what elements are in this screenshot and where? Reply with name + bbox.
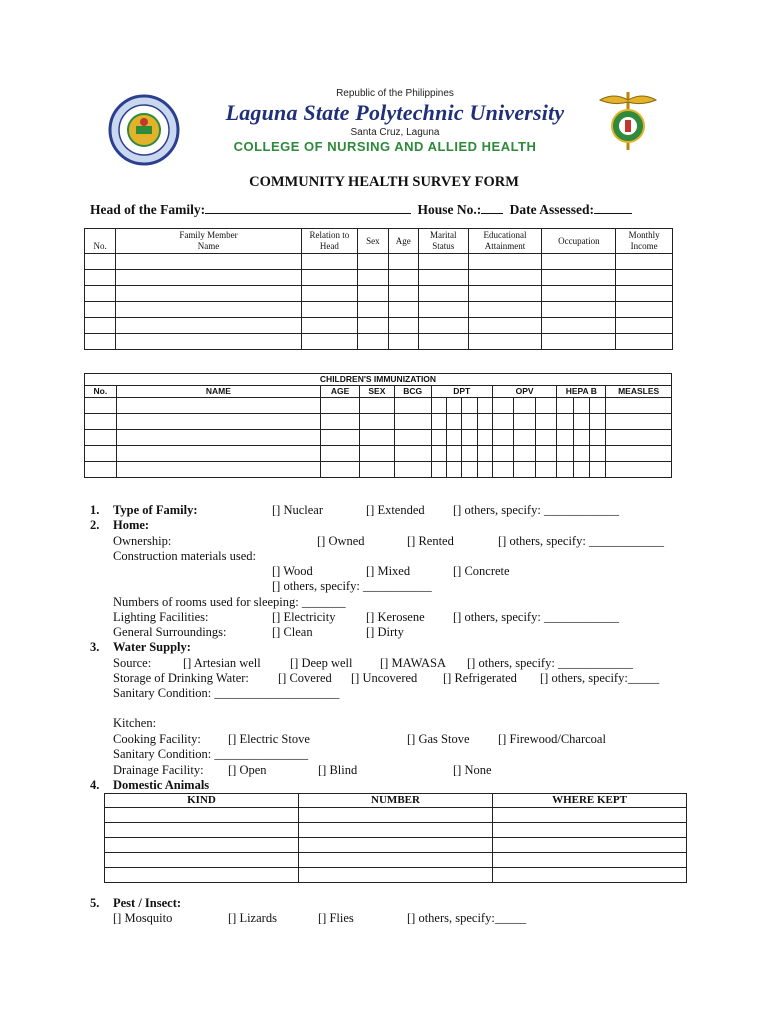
college-name: COLLEGE OF NURSING AND ALLIED HEALTH [233,139,537,154]
option-lizards[interactable]: [] Lizards [228,911,277,925]
option-clean[interactable]: [] Clean [272,625,313,639]
option-family-others[interactable]: [] others, specify: ____________ [453,503,619,517]
relation-header: Relation to Head [301,229,358,254]
option-nuclear[interactable]: [] Nuclear [272,503,324,517]
family-table-body[interactable] [85,254,673,350]
option-flies[interactable]: [] Flies [318,911,354,925]
option-none[interactable]: [] None [453,763,492,777]
drainage-label: Drainage Facility: [113,763,204,777]
domestic-animals-table [104,793,687,883]
table-row [85,430,672,446]
kitchen-label: Kitchen: [113,716,157,730]
marital-header: Marital Status [418,229,468,254]
immunization-title: CHILDREN'S IMMUNIZATION [85,374,672,386]
option-ownership-others[interactable]: [] others, specify: ____________ [498,534,664,548]
sex-header: Sex [358,229,388,254]
option-rented[interactable]: [] Rented [407,534,454,548]
date-assessed-label: Date Assessed: [509,202,594,217]
imm-sex-header: SEX [360,386,395,398]
nursing-caduceus-logo [596,90,660,152]
family-member-table [84,228,673,350]
table-row [105,853,687,868]
table-row [105,868,687,883]
option-blind[interactable]: [] Blind [318,763,358,777]
table-row [85,334,673,350]
bcg-header: BCG [394,386,431,398]
table-row [85,254,673,270]
home-row: 2. Home: [90,518,150,532]
ownership-label: Ownership: [113,534,172,548]
storage-label: Storage of Drinking Water: [113,671,249,685]
option-refrigerated[interactable]: [] Refrigerated [443,671,517,685]
water-supply-row: 3. Water Supply: [90,640,191,654]
animals-table-body[interactable] [105,808,687,883]
option-mawasa[interactable]: [] MAWASA [380,656,447,670]
form-title: COMMUNITY HEALTH SURVEY FORM [249,174,519,190]
immunization-table [84,373,672,478]
option-pest-others[interactable]: [] others, specify:_____ [407,911,527,925]
option-owned[interactable]: [] Owned [317,534,365,548]
option-kerosene[interactable]: [] Kerosene [366,610,425,624]
lighting-label: Lighting Facilities: [113,610,209,624]
income-header: Monthly Income [616,229,673,254]
surroundings-label: General Surroundings: [113,625,227,639]
option-mixed[interactable]: [] Mixed [366,564,411,578]
option-electric-stove[interactable]: [] Electric Stove [228,732,310,746]
head-of-family-label: Head of the Family: [90,202,206,217]
house-no-label: House No.: [417,202,482,217]
option-wood[interactable]: [] Wood [272,564,313,578]
construction-label: Construction materials used: [113,549,257,563]
imm-age-header: AGE [321,386,360,398]
table-row [85,286,673,302]
age-header: Age [388,229,418,254]
kind-header: KIND [105,794,299,808]
opv-header: OPV [492,386,556,398]
number-header: NUMBER [299,794,493,808]
option-deep-well[interactable]: [] Deep well [290,656,353,670]
table-row [85,414,672,430]
option-mosquito[interactable]: [] Mosquito [113,911,173,925]
table-row [85,398,672,414]
imm-no-header: No. [85,386,117,398]
option-firewood[interactable]: [] Firewood/Charcoal [498,732,606,746]
type-of-family-row: 1. Type of Family: [90,503,198,517]
republic-text: Republic of the Philippines [336,88,454,99]
option-dirty[interactable]: [] Dirty [366,625,404,639]
option-gas-stove[interactable]: [] Gas Stove [407,732,470,746]
option-artesian-well[interactable]: [] Artesian well [183,656,261,670]
pest-insect-label: Pest / Insect: [113,896,182,910]
option-extended[interactable]: [] Extended [366,503,425,517]
domestic-animals-row: 4. Domestic Animals [90,778,210,792]
immunization-table-body[interactable] [85,398,672,478]
table-row [105,808,687,823]
head-of-family-field[interactable] [205,202,411,214]
table-row [105,823,687,838]
option-covered[interactable]: [] Covered [278,671,332,685]
water-supply-label: Water Supply: [113,640,191,654]
table-row [85,270,673,286]
hepab-header: HEPA B [557,386,606,398]
cooking-label: Cooking Facility: [113,732,201,746]
option-concrete[interactable]: [] Concrete [453,564,510,578]
source-label: Source: [113,656,152,670]
home-label: Home: [113,518,150,532]
pest-insect-row: 5. Pest / Insect: [90,896,182,910]
occupation-header: Occupation [542,229,616,254]
type-of-family-label: Type of Family: [113,503,198,517]
table-row [85,462,672,478]
option-open[interactable]: [] Open [228,763,267,777]
dpt-header: DPT [431,386,492,398]
sanitary-condition-kitchen[interactable]: Sanitary Condition: _______________ [113,747,309,761]
measles-header: MEASLES [606,386,672,398]
option-uncovered[interactable]: [] Uncovered [351,671,418,685]
table-row [85,446,672,462]
imm-name-header: NAME [116,386,320,398]
rooms-label[interactable]: Numbers of rooms used for sleeping: _______ [113,595,346,609]
family-no-header: No. [85,229,116,254]
university-name: Laguna State Polytechnic University [225,100,565,125]
option-lighting-others[interactable]: [] others, specify: ____________ [453,610,619,624]
table-row [85,318,673,334]
house-no-field[interactable] [481,202,503,214]
table-row [85,302,673,318]
head-of-family-row [90,202,690,218]
sanitary-condition-water[interactable]: Sanitary Condition: ____________________ [113,686,340,700]
option-storage-others[interactable]: [] others, specify:_____ [540,671,660,685]
education-header: Educational Attainment [468,229,542,254]
table-row [105,838,687,853]
date-assessed-field[interactable] [594,202,632,214]
domestic-animals-label: Domestic Animals [113,778,210,792]
option-source-others[interactable]: [] others, specify: ____________ [467,656,633,670]
town-text: Santa Cruz, Laguna [350,127,440,138]
family-name-header: Family Member Name [116,229,301,254]
option-construction-others[interactable]: [] others, specify: ___________ [272,579,432,593]
option-electricity[interactable]: [] Electricity [272,610,336,624]
where-kept-header: WHERE KEPT [493,794,687,808]
lspu-seal-logo [108,94,180,166]
